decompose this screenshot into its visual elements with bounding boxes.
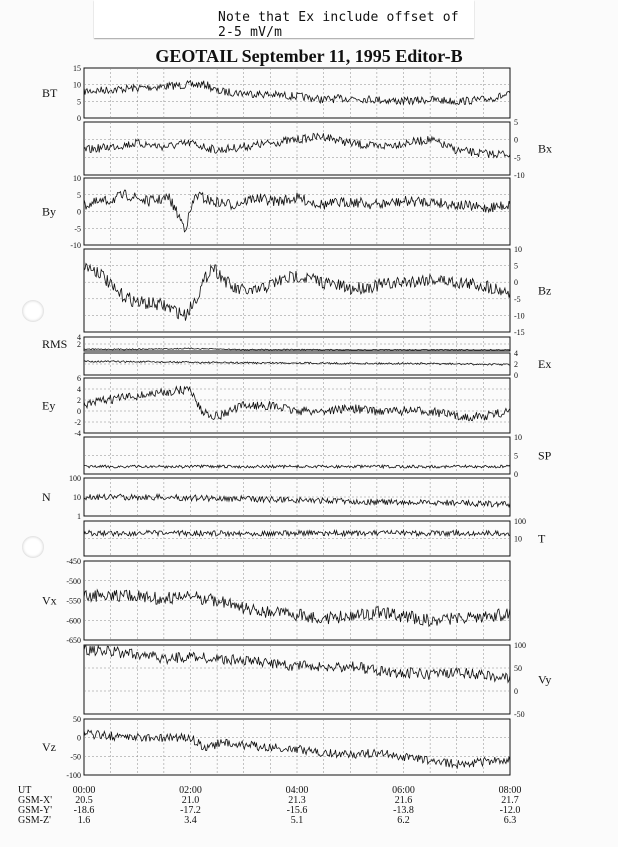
tick-label: -4 [74,429,81,438]
panel-label: Bx [538,141,553,156]
tick-label: 50 [73,715,81,724]
footer-value: -13.8 [393,805,414,816]
panel-label: Vx [42,593,57,608]
panel-bt [42,64,510,123]
panels-layer [42,64,552,780]
footer-value: 21.0 [181,795,200,806]
tick-label: 10 [73,174,81,183]
footer-value: -18.6 [73,805,95,816]
footer-value: -17.2 [180,805,201,816]
tick-label: -550 [66,596,81,606]
footer-value: 3.4 [184,815,197,826]
tick-label: 10 [73,493,81,502]
footer-row-label: UT [18,785,32,796]
panel-label: Vz [42,740,56,754]
tick-label: -50 [514,710,525,719]
tick-label: 100 [69,474,81,483]
footer-value: 21.6 [394,795,413,806]
tick-label: -10 [70,241,81,250]
tick-label: 0 [77,207,81,217]
footer-value: -15.6 [286,805,308,816]
footer-value: 06:00 [392,785,415,796]
panel-label: Vy [538,672,552,687]
tick-label: -600 [66,616,81,626]
tick-label: 0 [514,470,518,479]
footer-value: 20.5 [75,795,93,806]
series-line-n [84,494,510,507]
panel-bx [84,118,552,180]
panel-label: N [42,490,51,504]
tick-label: -5 [514,153,521,163]
panel-label: By [42,204,57,219]
tick-label: 1 [77,512,81,521]
offset-note: Note that Ex include offset of 2-5 mV/m [218,10,459,40]
panel-n [42,474,510,521]
series-line-rms [84,348,510,350]
tick-label: -50 [70,752,81,762]
footer-value: 6.2 [397,815,410,826]
tick-label: 100 [514,641,526,650]
panel-t [84,517,546,556]
panel-label: Ex [538,357,552,371]
tick-label: -650 [66,636,81,645]
tick-label: -5 [514,294,521,304]
tick-label: 4 [77,333,81,342]
tick-label: 6 [77,374,81,383]
panel-bz [84,245,551,337]
footer-coords [18,785,521,826]
tick-label: 5 [514,118,518,127]
tick-label: 2 [514,360,518,369]
page-title: GEOTAIL September 11, 1995 Editor-B [155,46,463,66]
footer-value: 08:00 [498,785,522,796]
tick-label: -15 [514,328,525,337]
panel-by [42,174,510,250]
tick-label: -5 [74,224,81,234]
tick-label: 10 [514,245,522,254]
tick-label: -10 [514,311,525,321]
panel-label: SP [538,448,552,463]
panel-rms [42,333,510,351]
panel-vy [84,641,551,719]
tick-label: 0 [77,407,81,416]
tick-label: 4 [514,349,518,358]
tick-label: 2 [77,396,81,405]
tick-label: 5 [77,97,81,107]
tick-label: 100 [514,517,526,526]
footer-value: 02:00 [179,785,202,796]
tick-label: -10 [514,171,525,180]
tick-label: 0 [514,371,518,380]
footer-value: 00:00 [72,785,96,796]
tick-label: 0 [514,687,518,696]
tick-label: 10 [514,534,522,544]
footer-value: 6.3 [503,815,517,826]
panel-sp [84,433,552,479]
footer-value: 1.6 [77,815,91,826]
tick-label: 10 [514,433,522,442]
tick-label: -2 [74,418,81,427]
footer-value: -12.0 [499,805,521,816]
tick-label: 5 [514,451,518,461]
footer-row-label: GSM-X' [18,795,53,806]
panel-label: Bz [538,283,552,298]
panel-label: Ey [42,398,56,413]
series-line-vx [84,590,510,626]
footer-row-label: GSM-Y' [18,805,53,816]
tick-label: 5 [514,261,518,271]
footer-value: 04:00 [285,785,309,796]
footer-value: 21.7 [501,795,519,806]
tick-label: 0 [77,114,81,123]
tick-label: 2 [77,340,81,349]
panel-vz [42,715,510,780]
panel-label: BT [42,86,58,100]
panel-label: RMS [42,337,68,351]
tick-label: 5 [77,190,81,200]
tick-label: 0 [514,135,518,145]
series-line-bz [84,264,510,321]
tick-label: 4 [77,385,81,394]
tick-label: -450 [66,557,81,566]
panel-vx [42,557,510,645]
series-line-vy [84,646,510,682]
footer-row-label: GSM-Z' [18,815,51,826]
tick-label: 15 [73,64,81,73]
panel-ex [84,349,551,380]
tick-label: 0 [77,733,81,743]
panel-ey [42,374,510,438]
tick-label: 10 [73,80,81,90]
tick-label: 50 [514,664,522,673]
tick-label: -100 [66,771,81,780]
panel-label: T [538,531,546,546]
tick-label: -500 [66,576,81,586]
footer-value: 21.3 [288,795,306,806]
footer-value: 5.1 [290,815,304,826]
tick-label: 0 [514,278,518,288]
